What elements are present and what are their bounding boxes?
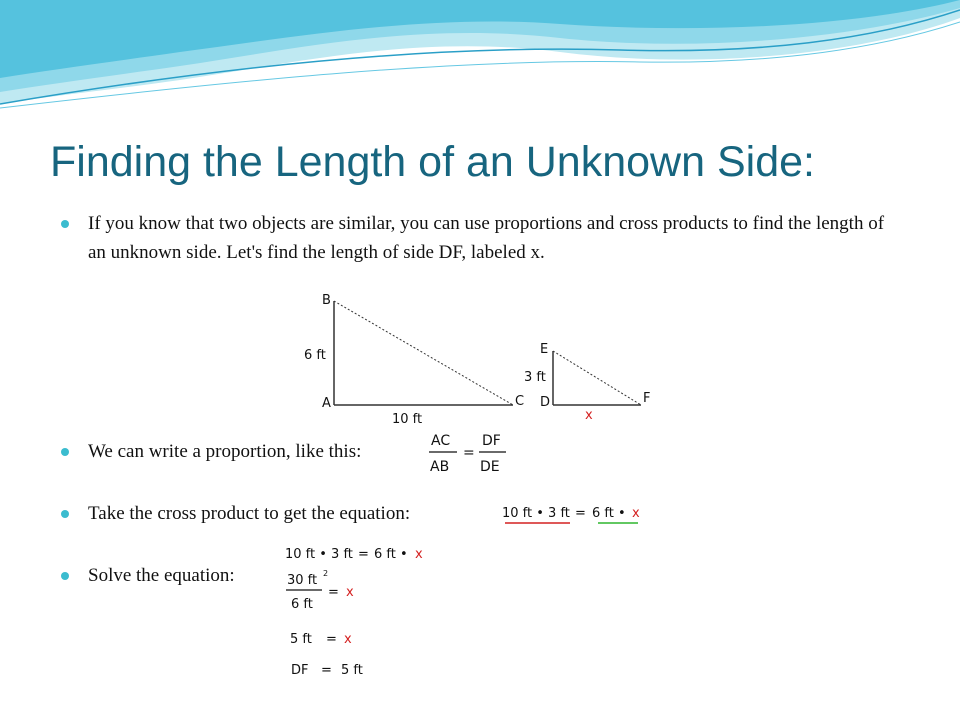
side-df-unknown-label: x	[585, 408, 593, 423]
solution-step2-x: x	[346, 585, 354, 600]
proportion-ab: AB	[430, 459, 450, 475]
solution-step1-equals: =	[358, 547, 369, 562]
proportion-df: DF	[482, 433, 501, 449]
solution-step2-exponent: 2	[323, 569, 329, 578]
vertex-b-label: B	[322, 293, 331, 308]
vertex-d-label: D	[540, 395, 551, 410]
header-wave-decoration	[0, 0, 960, 120]
solution-step3-equals: =	[326, 632, 337, 647]
solution-figure	[280, 537, 492, 692]
solution-step4-left: DF	[291, 663, 309, 678]
side-ac-label: 10 ft	[392, 412, 423, 427]
proportion-figure	[426, 427, 510, 477]
similar-triangles-figure	[303, 287, 658, 430]
side-de-label: 3 ft	[524, 370, 546, 385]
small-triangle	[553, 351, 641, 405]
slide-title: Finding the Length of an Unknown Side:	[50, 138, 815, 186]
solution-step1-coef: 6 ft •	[374, 547, 408, 562]
vertex-c-label: C	[515, 394, 525, 409]
bullet-solve: Solve the equation:	[88, 561, 235, 590]
side-ab-label: 6 ft	[304, 348, 326, 363]
cross-product-left: 10 ft • 3 ft	[502, 506, 570, 521]
solution-step3-x: x	[344, 632, 352, 647]
large-triangle	[334, 301, 513, 405]
bullet-intro: If you know that two objects are similar, you can use proportions and cross products to find the length of an unknown side. Let's find the length of side DF, labeled x.	[88, 209, 888, 267]
solution-step3-left: 5 ft	[290, 632, 312, 647]
solution-step1-x: x	[415, 547, 423, 562]
proportion-ac: AC	[431, 433, 451, 449]
cross-product-coef: 6 ft •	[592, 506, 626, 521]
solution-step2-denominator: 6 ft	[291, 597, 313, 612]
vertex-f-label: F	[643, 391, 651, 406]
bullet-cross-product: Take the cross product to get the equation:	[88, 499, 410, 528]
solution-step4-equals: =	[321, 663, 332, 678]
solution-step2-numerator: 30 ft	[287, 573, 318, 588]
bullet-proportion: We can write a proportion, like this:	[88, 437, 361, 466]
vertex-e-label: E	[540, 342, 549, 357]
proportion-equals: =	[463, 445, 475, 461]
vertex-a-label: A	[322, 396, 331, 411]
cross-product-equals: =	[575, 506, 586, 521]
cross-product-x: x	[632, 506, 640, 521]
solution-step2-equals: =	[328, 585, 339, 600]
proportion-de: DE	[480, 459, 500, 475]
cross-product-figure	[496, 496, 656, 528]
solution-step1-left: 10 ft • 3 ft	[285, 547, 353, 562]
solution-step4-right: 5 ft	[341, 663, 363, 678]
